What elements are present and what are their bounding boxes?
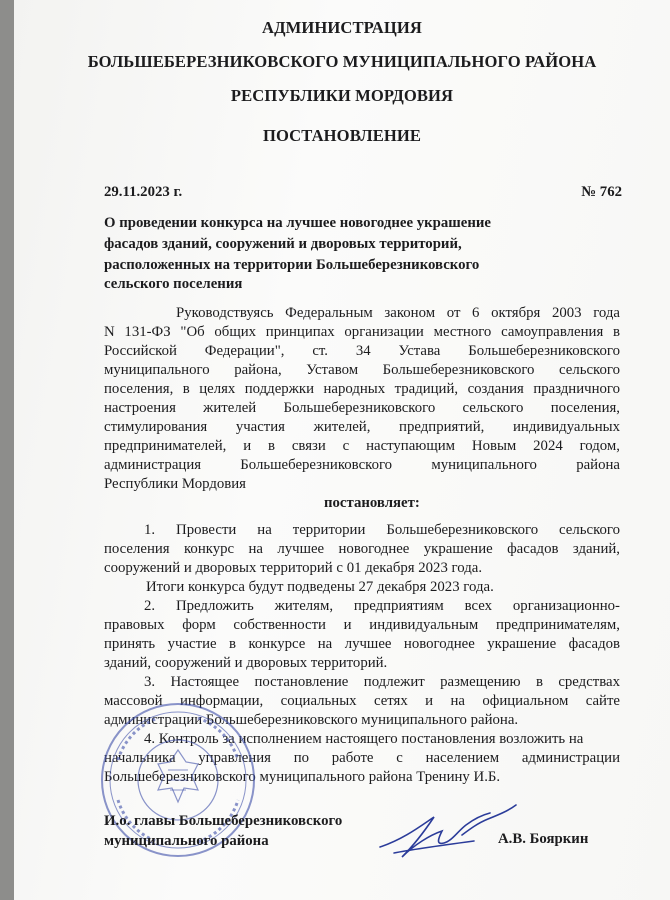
- item-line: Большеберезниковского муниципального района Тренину И.Б.: [104, 769, 501, 785]
- document-page: [14, 0, 670, 900]
- header-line-3: РЕСПУБЛИКИ МОРДОВИЯ: [230, 86, 454, 105]
- document-date: 29.11.2023 г.: [104, 184, 183, 200]
- preamble-line: настроения жителей Большеберезниковского сельского поселения,: [104, 400, 620, 416]
- preamble-line: Российской Федерации", ст. 34 Устава Большеберезниковского: [104, 343, 620, 359]
- subject-line: расположенных на территории Большеберезниковского: [104, 257, 480, 273]
- item-line: поселения конкурс на лучшее новогоднее украшение фасадов зданий,: [104, 541, 620, 557]
- preamble-line: предпринимателей, и в связи с наступающим Новым 2024 годом,: [104, 438, 620, 454]
- item-line: правовых форм собственности и индивидуальным предпринимателям,: [104, 617, 620, 633]
- item-line: начальника управления по работе с населением администрации: [104, 750, 620, 766]
- item-line: массовой информации, социальных сетях и на официальном сайте: [104, 693, 620, 709]
- item-line: 4. Контроль за исполнением настоящего постановления возложить на: [144, 731, 584, 747]
- preamble-line: муниципального района, Уставом Большеберезниковского сельского: [104, 362, 620, 378]
- header-line-1: АДМИНИСТРАЦИЯ: [262, 18, 422, 37]
- item-line: 1. Провести на территории Большеберезниковского сельского: [144, 522, 620, 538]
- item-line: зданий, сооружений и дворовых территорий.: [104, 655, 388, 671]
- document-number: № 762: [581, 184, 622, 200]
- preamble-line: поселения, в целях поддержки народных традиций, создания праздничного: [104, 381, 620, 397]
- item-line: администрации Большеберезниковского муниципального района.: [104, 712, 519, 728]
- signer-position-line-1: И.о. главы Большеберезниковского: [104, 813, 343, 829]
- preamble-line: Руководствуясь Федеральным законом от 6 октября 2003 года: [176, 305, 620, 321]
- preamble-line: Республики Мордовия: [104, 476, 246, 492]
- item-line: 3. Настоящее постановление подлежит размещению в средствах: [144, 674, 620, 690]
- header-line-2: БОЛЬШЕБЕРЕЗНИКОВСКОГО МУНИЦИПАЛЬНОГО РАЙОНА: [87, 52, 597, 71]
- item-line: принять участие в конкурсе на лучшее новогоднее украшение фасадов: [104, 636, 620, 652]
- item-line: 2. Предложить жителям, предприятиям всех организационно-: [144, 598, 620, 614]
- subject-line: фасадов зданий, сооружений и дворовых территорий,: [104, 236, 462, 252]
- decree-word: постановляет:: [324, 495, 420, 511]
- document-type: ПОСТАНОВЛЕНИЕ: [262, 126, 422, 145]
- item-line: сооружений и дворовых территорий с 01 декабря 2023 года.: [104, 560, 483, 576]
- subject-line: О проведении конкурса на лучшее новогоднее украшение: [104, 215, 491, 231]
- preamble-line: администрация Большеберезниковского муниципального района: [104, 457, 620, 473]
- item-note: Итоги конкурса будут подведены 27 декабря 2023 года.: [146, 579, 494, 595]
- preamble-line: N 131-ФЗ "Об общих принципах организации местного самоуправления в: [104, 324, 620, 340]
- signer-position-line-2: муниципального района: [104, 833, 269, 849]
- signer-name: А.В. Бояркин: [498, 831, 589, 847]
- preamble-line: стимулирования участия жителей, предприятий, индивидуальных: [104, 419, 620, 435]
- subject-line: сельского поселения: [104, 276, 243, 292]
